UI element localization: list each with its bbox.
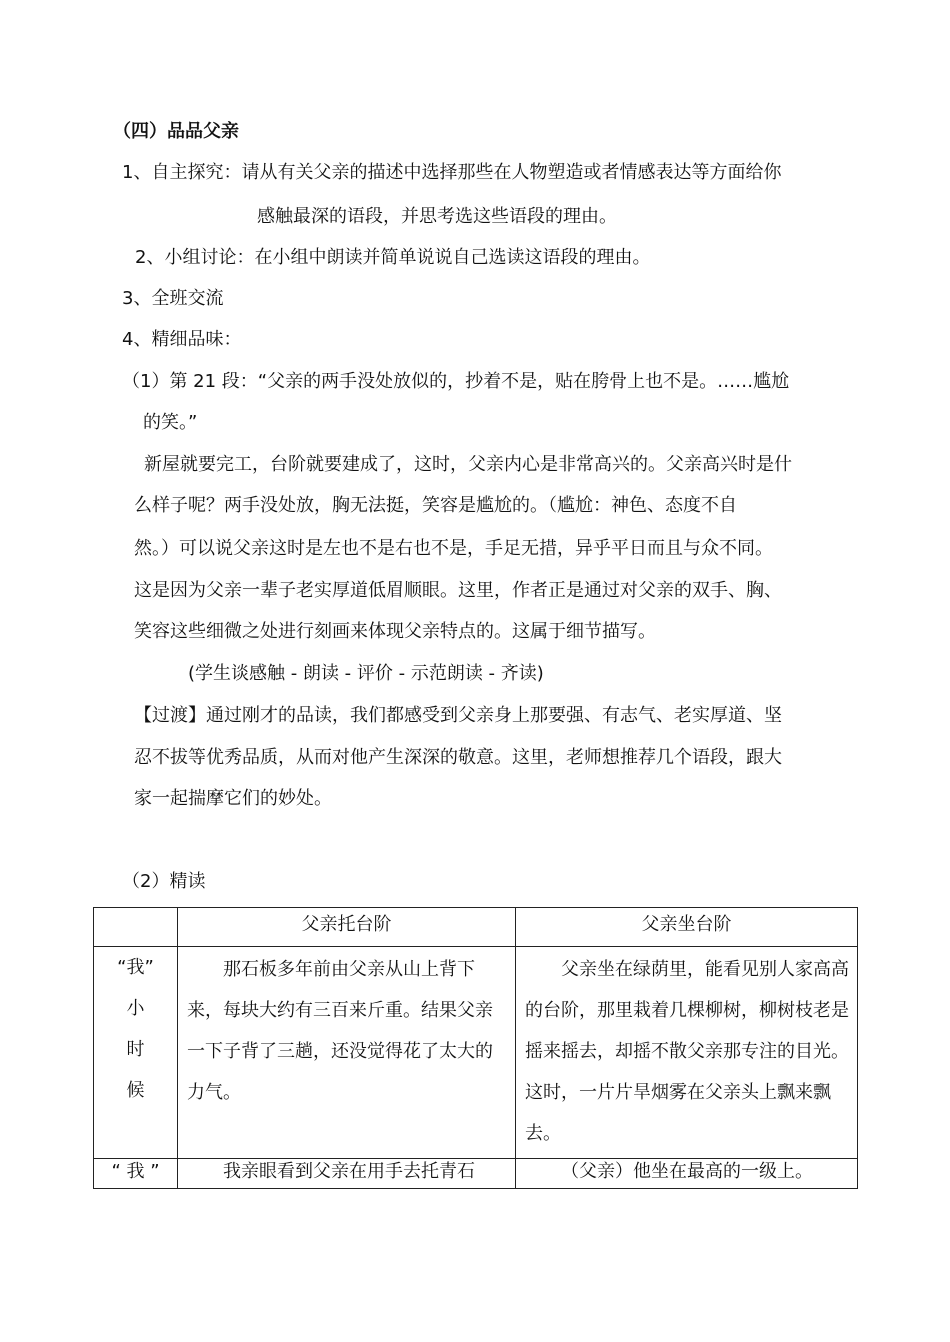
para2-line-5: 笑容这些细微之处进行刻画来体现父亲特点的。这属于细节描写。 xyxy=(134,621,656,642)
para1-line-2: 的笑。” xyxy=(143,412,198,433)
activity-note: (学生谈感触 - 朗读 - 评价 - 示范朗读 - 齐读) xyxy=(188,663,544,684)
item-1-line-1: 1、自主探究：请从有关父亲的描述中选择那些在人物塑造或者情感表达等方面给你 xyxy=(122,162,782,183)
transition-line-2: 忍不拔等优秀品质，从而对他产生深深的敬意。这里，老师想推荐几个语段，跟大 xyxy=(134,747,782,768)
para2-line-3: 然。）可以说父亲这时是左也不是右也不是，手足无措，异乎平日而且与众不同。 xyxy=(134,538,773,559)
header-cell-sit-steps: 父亲坐台阶 xyxy=(516,908,858,947)
header-cell-carry-steps: 父亲托台阶 xyxy=(178,908,516,947)
item-2: 2、小组讨论：在小组中朗读并简单说说自己选读这语段的理由。 xyxy=(135,247,651,268)
item-1-line-2: 感触最深的语段，并思考选这些语段的理由。 xyxy=(257,206,617,227)
table-cell: 我亲眼看到父亲在用手去托青石 xyxy=(178,1159,516,1189)
table-cell: 父亲坐在绿荫里，能看见别人家高高的台阶，那里栽着几棵柳树，柳树枝老是摇来摇去，却摇不散父亲那专注的目光。这时，一片片旱烟雾在父亲头上飘来飘去。 xyxy=(516,947,858,1159)
item-3: 3、全班交流 xyxy=(122,288,224,309)
row-label-childhood: “我” 小 时 候 xyxy=(94,947,178,1159)
para2-line-4: 这是因为父亲一辈子老实厚道低眉顺眼。这里，作者正是通过对父亲的双手、胸、 xyxy=(134,580,782,601)
row-label-me: “ 我 ” xyxy=(94,1159,178,1189)
item-4: 4、精细品味： xyxy=(122,329,242,350)
reading-title: （2）精读 xyxy=(122,871,206,892)
para2-line-1: 新屋就要完工，台阶就要建成了，这时，父亲内心是非常高兴的。父亲高兴时是什 xyxy=(144,454,792,475)
reading-table xyxy=(93,907,858,1189)
para2-line-2: 么样子呢？两手没处放，胸无法挺，笑容是尴尬的。（尴尬：神色、态度不自 xyxy=(134,495,737,516)
transition-line-1: 【过渡】通过刚才的品读，我们都感受到父亲身上那要强、有志气、老实厚道、坚 xyxy=(134,705,782,726)
table-cell: （父亲）他坐在最高的一级上。 xyxy=(516,1159,858,1189)
para1-line-1: （1）第 21 段：“父亲的两手没处放似的，抄着不是，贴在胯骨上也不是。……尴尬 xyxy=(122,371,790,392)
transition-line-3: 家一起揣摩它们的妙处。 xyxy=(134,788,332,809)
table-row xyxy=(94,947,858,1159)
table-header-row xyxy=(94,908,858,947)
table-row xyxy=(94,1159,858,1189)
header-cell-empty xyxy=(94,908,178,947)
table-cell: 那石板多年前由父亲从山上背下来，每块大约有三百来斤重。结果父亲一下子背了三趟，还没觉得花了太大的力气。 xyxy=(178,947,516,1159)
section-title: （四）品品父亲 xyxy=(113,121,239,142)
